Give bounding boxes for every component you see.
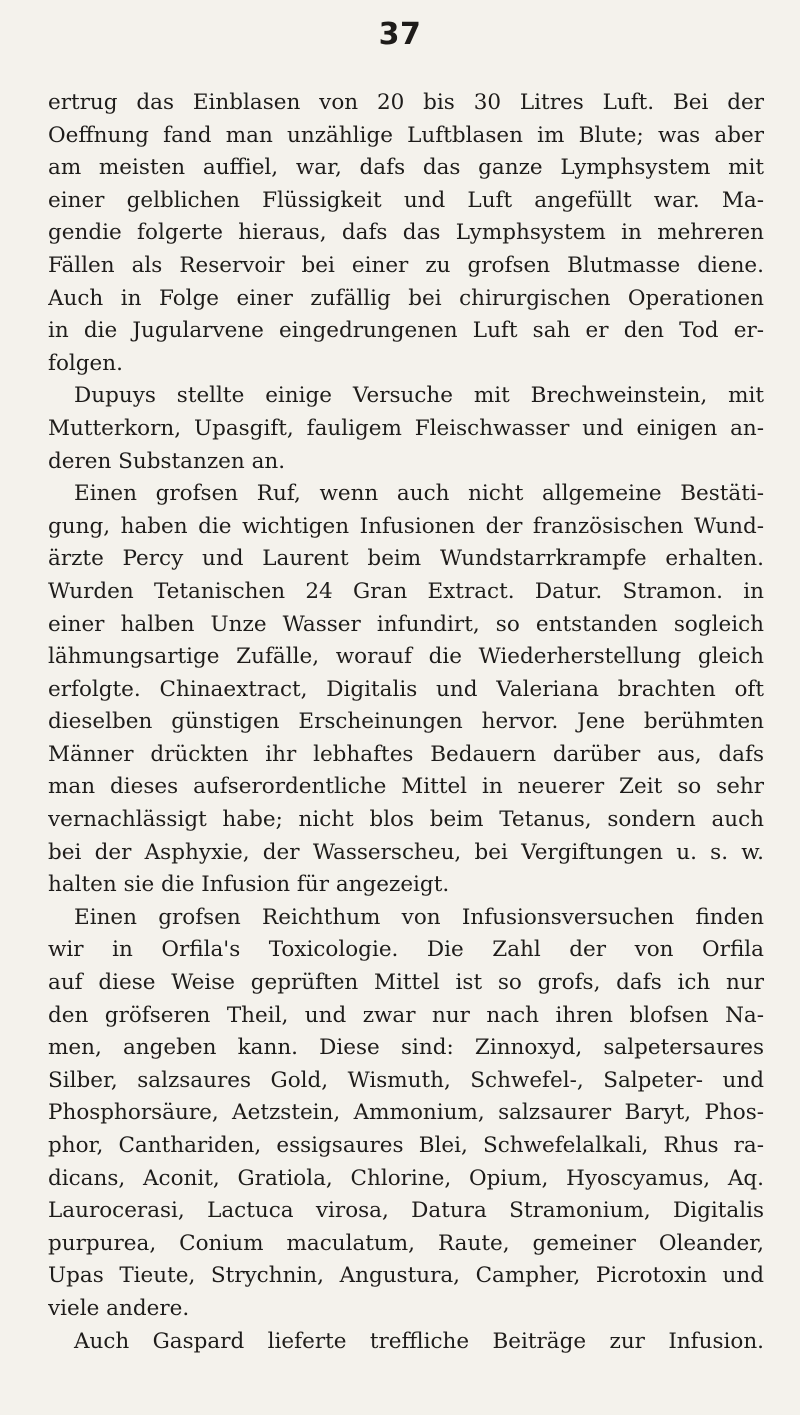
text-line: Einen grofsen Reichthum von Infusionsversuchen finden xyxy=(74,904,764,930)
text-line: Oeffnung fand man unzählige Luftblasen im Blute; was aber xyxy=(48,122,764,148)
text-line: man dieses aufserordentliche Mittel in neuerer Zeit so sehr xyxy=(48,774,764,800)
text-line: halten sie die Infusion für angezeigt. xyxy=(48,872,450,898)
text-line: bei der Asphyxie, der Wasserscheu, bei Vergiftungen u. s. w. xyxy=(48,839,764,865)
text-line: Auch Gaspard lieferte treffliche Beiträge zur Infusion. xyxy=(74,1328,764,1354)
text-line: ertrug das Einblasen von 20 bis 30 Litres Luft. Bei der xyxy=(48,90,764,115)
text-line: folgen. xyxy=(48,350,123,376)
text-line: in die Jugularvene eingedrungenen Luft sah er den Tod er- xyxy=(48,318,764,344)
text-line: wir in Orfila's Toxicologie. Die Zahl der von Orfila xyxy=(48,937,764,963)
text-line: vernachlässigt habe; nicht blos beim Tetanus, sondern auch xyxy=(48,807,764,833)
text-line: Einen grofsen Ruf, wenn auch nicht allgemeine Bestäti- xyxy=(74,481,764,507)
text-line: purpurea, Conium maculatum, Raute, gemeiner Oleander, xyxy=(48,1230,764,1256)
text-line: phor, Canthariden, essigsaures Blei, Schwefelalkali, Rhus ra- xyxy=(48,1133,764,1158)
text-line: men, angeben kann. Diese sind: Zinnoxyd, salpetersaures xyxy=(48,1035,764,1061)
text-line: dieselben günstigen Erscheinungen hervor. Jene berühmten xyxy=(48,709,764,735)
text-line: Männer drückten ihr lebhaftes Bedauern darüber aus, dafs xyxy=(48,741,764,767)
text-line: Dupuys stellte einige Versuche mit Brechweinstein, mit xyxy=(74,383,764,409)
text-line: Fällen als Reservoir bei einer zu grofsen Blutmasse diene. xyxy=(48,252,764,278)
text-line: den gröfseren Theil, und zwar nur nach ihren blofsen Na- xyxy=(48,1002,764,1028)
text-line: Laurocerasi, Lactuca virosa, Datura Stramonium, Digitalis xyxy=(48,1198,764,1224)
text-line: am meisten auffiel, war, dafs das ganze Lymphsystem mit xyxy=(48,155,764,181)
text-line: viele andere. xyxy=(48,1295,190,1321)
text-line: einer halben Unze Wasser infundirt, so entstanden sogleich xyxy=(48,611,764,637)
text-line: Upas Tieute, Strychnin, Angustura, Campher, Picrotoxin und xyxy=(48,1263,764,1289)
body-text xyxy=(48,87,764,1358)
text-line: gung, haben die wichtigen Infusionen der französischen Wund- xyxy=(48,513,764,539)
text-line: lähmungsartige Zufälle, worauf die Wiederherstellung gleich xyxy=(48,644,764,670)
text-line: dicans, Aconit, Gratiola, Chlorine, Opium, Hyoscyamus, Aq. xyxy=(48,1165,764,1191)
text-line: gendie folgerte hieraus, dafs das Lymphsystem in mehreren xyxy=(48,220,764,246)
text-line: erfolgte. Chinaextract, Digitalis und Valeriana brachten oft xyxy=(48,676,764,702)
text-line: Phosphorsäure, Aetzstein, Ammonium, salzsaurer Baryt, Phos- xyxy=(48,1100,764,1126)
text-line: ärzte Percy und Laurent beim Wundstarrkrampfe erhalten. xyxy=(48,546,764,572)
text-line: deren Substanzen an. xyxy=(48,448,286,474)
text-line: Auch in Folge einer zufällig bei chirurgischen Operationen xyxy=(48,285,764,311)
text-line: Silber, salzsaures Gold, Wismuth, Schwefel-, Salpeter- und xyxy=(48,1067,764,1093)
text-line: Wurden Tetanischen 24 Gran Extract. Datur. Stramon. in xyxy=(48,578,764,604)
page-number: 37 xyxy=(378,17,422,52)
text-line: Mutterkorn, Upasgift, fauligem Fleischwasser und einigen an- xyxy=(48,415,764,441)
text-line: auf diese Weise geprüften Mittel ist so grofs, dafs ich nur xyxy=(48,970,764,996)
text-line: einer gelblichen Flüssigkeit und Luft angefüllt war. Ma- xyxy=(48,187,764,213)
